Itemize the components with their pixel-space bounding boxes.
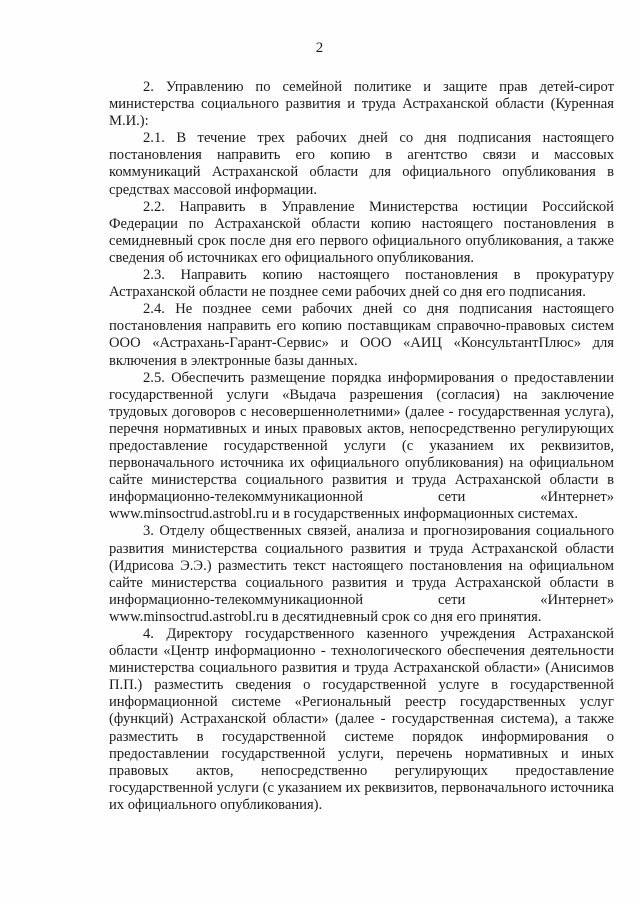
paragraph-2-2: 2.2. Направить в Управление Министерства юстиции Российской Федерации по Астраханской области копию настоящего постановления в семидневный срок после дня его первого официального опубликования, а также сведения об источниках его официального опубликования. <box>109 198 614 266</box>
paragraph-2-4: 2.4. Не позднее семи рабочих дней со дня подписания настоящего постановления направить его копию поставщикам справочно-правовых систем ООО «Астрахань-Гарант-Сервис» и ООО «АИЦ «КонсультантПлюс» для включения в электронные базы данных. <box>109 301 614 369</box>
document-body <box>109 79 614 814</box>
paragraph-2-5: 2.5. Обеспечить размещение порядка информирования о предоставлении государственной услуги «Выдача разрешения (согласия) на заключение трудовых договоров с несовершеннолетними» (далее - государственная услуга), перечня нормативных и иных правовых актов, непосредственно регулирующих предоставление государственной услуги (с указанием их реквизитов, первоначального источника их официального опубликования) на официальном сайте министерства социального развития и труда Астраханской области в информационно-телекоммуникационной сети «Интернет» www.minsoctrud.astrobl.ru и в государственных информационных системах. <box>109 369 614 523</box>
paragraph-3: 3. Отделу общественных связей, анализа и прогнозирования социального развития министерства социального развития и труда Астраханской области (Идрисова Э.Э.) разместить текст настоящего постановления на официальном сайте министерства социального развития и труда Астраханской области в информационно-телекоммуникационной сети «Интернет» www.minsoctrud.astrobl.ru в десятидневный срок со дня его принятия. <box>109 523 614 625</box>
paragraph-2-3: 2.3. Направить копию настоящего постановления в прокуратуру Астраханской области не позднее семи рабочих дней со дня его подписания. <box>109 267 614 301</box>
page-number: 2 <box>315 40 324 56</box>
paragraph-2: 2. Управлению по семейной политике и защите прав детей-сирот министерства социального развития и труда Астраханской области (Куренная М.И.): <box>109 79 614 130</box>
paragraph-2-1: 2.1. В течение трех рабочих дней со дня подписания настоящего постановления направить его копию в агентство связи и массовых коммуникаций Астраханской области для официального опубликования в средствах массовой информации. <box>109 130 614 198</box>
paragraph-4: 4. Директору государственного казенного учреждения Астраханской области «Центр информационно - технологического обеспечения деятельности министерства социального развития и труда Астраханской области» (Анисимов П.П.) разместить сведения о государственной услуге в государственной информационной системе «Региональный реестр государственных услуг (функций) Астраханской области» (далее - государственная система), а также разместить в государственной системе порядок информирования о предоставлении государственной услуги, перечень нормативных и иных правовых актов, непосредственно регулирующих предоставление государственной услуги (с указанием их реквизитов, первоначального источника их официального опубликования). <box>109 626 614 813</box>
